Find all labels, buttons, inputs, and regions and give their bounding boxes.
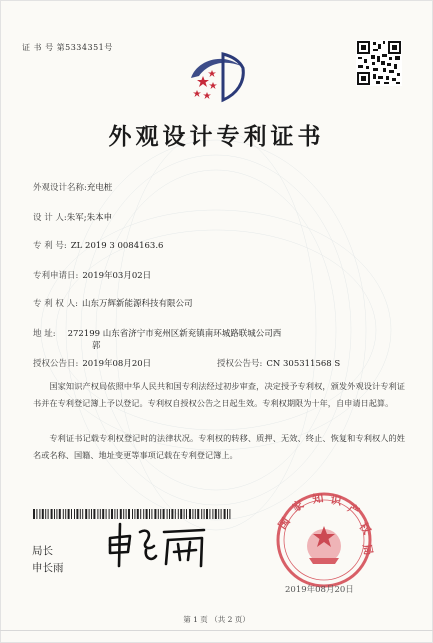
field-value: 充电桩: [86, 183, 113, 193]
field-value: 2019年08月20日: [82, 359, 152, 369]
field-value: 山东万辉新能源科技有限公司: [81, 299, 193, 309]
svg-text:识: 识: [329, 493, 343, 508]
svg-text:产: 产: [345, 501, 362, 519]
field-label: 授权公告日:: [33, 359, 79, 369]
field-value: CN 305311568 S: [266, 359, 341, 369]
director-title: 局长: [32, 545, 53, 557]
certificate-paragraph-1: 国家知识产权局依照中华人民共和国专利法经过初步审查，决定授予专利权，颁发外观设计专利证书并在专利登记簿上予以登记。专利权自授权公告之日起生效。专利权期限为十年，自申请日起算。: [33, 381, 405, 408]
svg-text:知: 知: [311, 491, 325, 506]
page-number: 第 1 页 （共 2 页）: [183, 615, 250, 624]
certificate-paragraph-2: 专利证书记载专利权登记时的法律状况。专利权的转移、质押、无效、终止、恢复和专利权人的姓名或名称、国籍、地址变更等事项记载在专利登记簿上。: [33, 433, 405, 460]
field-design-name: [33, 181, 112, 193]
field-value: 2019年03月02日: [82, 271, 152, 281]
field-value: 朱军;朱本申: [66, 213, 113, 223]
field-patentee: [33, 297, 193, 309]
seal-date: 2019年08月20日: [285, 585, 354, 595]
field-label: 设 计 人:: [33, 213, 67, 223]
qr-code-icon: [356, 40, 402, 86]
field-patent-number: [33, 239, 163, 251]
field-grant-date: [33, 357, 151, 369]
field-filing-date: [33, 269, 151, 281]
svg-text:家: 家: [290, 497, 307, 515]
field-grant-number: [217, 357, 340, 369]
field-value: 272199 山东省济宁市兖州区新兖镇南环城路联城公司西: [67, 329, 282, 339]
official-seal: [265, 490, 383, 590]
field-value: ZL 2019 3 0084163.6: [70, 241, 164, 251]
director-signature: [104, 520, 214, 570]
field-label: 外观设计名称:: [33, 183, 87, 193]
svg-text:局: 局: [360, 542, 376, 557]
director-name: 申长雨: [32, 562, 64, 574]
field-label: 专 利 号:: [33, 241, 67, 251]
svg-text:权: 权: [356, 520, 374, 537]
field-label: 专利申请日:: [33, 271, 79, 281]
field-label: 地 址:: [33, 329, 56, 339]
certificate-title: 外观设计专利证书: [108, 123, 325, 150]
bottom-divider: [0, 630, 433, 631]
field-label: 授权公告号:: [217, 359, 263, 369]
field-designer: [33, 211, 112, 223]
sipo-emblem-icon: [183, 48, 251, 106]
field-label: 专 利 权 人:: [33, 299, 78, 309]
svg-text:国: 国: [275, 515, 293, 532]
field-address: [33, 327, 281, 339]
certificate-number: 证 书 号 第5334351号: [22, 43, 113, 52]
field-address-continued: 郭: [92, 341, 101, 351]
